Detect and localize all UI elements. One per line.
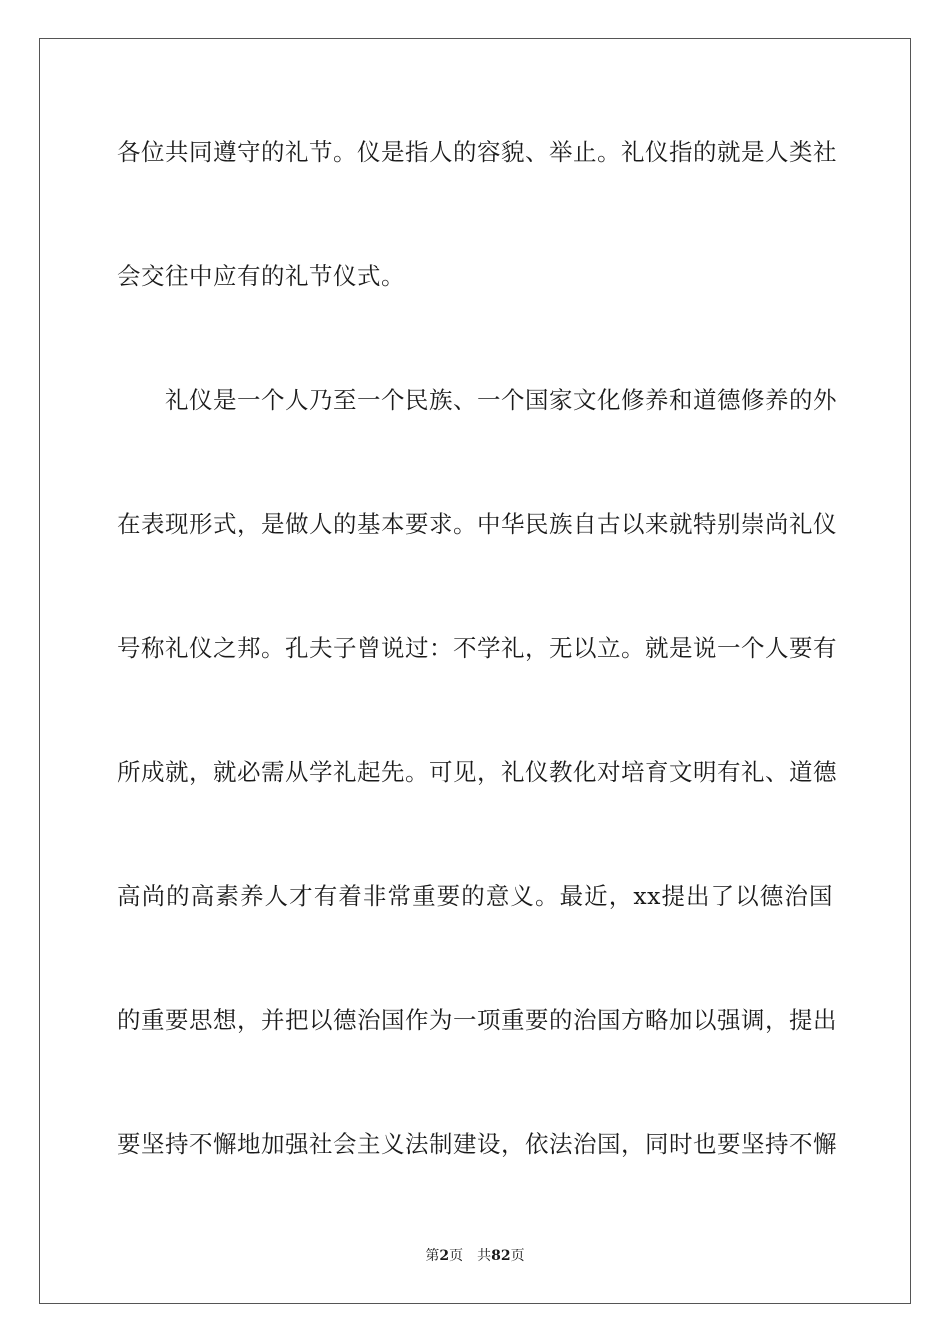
page-border [39, 38, 911, 1304]
text-line: 高尚的高素养人才有着非常重要的意义。最近，xx提出了以德治国 [117, 882, 833, 910]
page-suffix: 页 [449, 1248, 464, 1264]
page-prefix: 第 [425, 1248, 440, 1264]
text-line: 各位共同遵守的礼节。仪是指人的容貌、举止。礼仪指的就是人类社 [117, 138, 837, 166]
text-line: 在表现形式，是做人的基本要求。中华民族自古以来就特别崇尚礼仪 [117, 510, 837, 538]
total-suffix: 页 [510, 1248, 525, 1264]
paragraph-first-line: 礼仪是一个人乃至一个民族、一个国家文化修养和道德修养的外 [165, 386, 837, 414]
text-line: 所成就，就必需从学礼起先。可见，礼仪教化对培育文明有礼、道德 [117, 758, 837, 786]
page-footer [0, 1246, 950, 1266]
total-pages: 82 [491, 1248, 511, 1264]
text-line: 号称礼仪之邦。孔夫子曾说过：不学礼，无以立。就是说一个人要有 [117, 634, 837, 662]
text-line: 的重要思想，并把以德治国作为一项重要的治国方略加以强调，提出 [117, 1006, 837, 1034]
text-line: 要坚持不懈地加强社会主义法制建设，依法治国，同时也要坚持不懈 [117, 1130, 837, 1158]
text-line: 会交往中应有的礼节仪式。 [117, 262, 405, 290]
total-prefix: 共 [477, 1248, 492, 1264]
page-number: 2 [439, 1248, 450, 1264]
